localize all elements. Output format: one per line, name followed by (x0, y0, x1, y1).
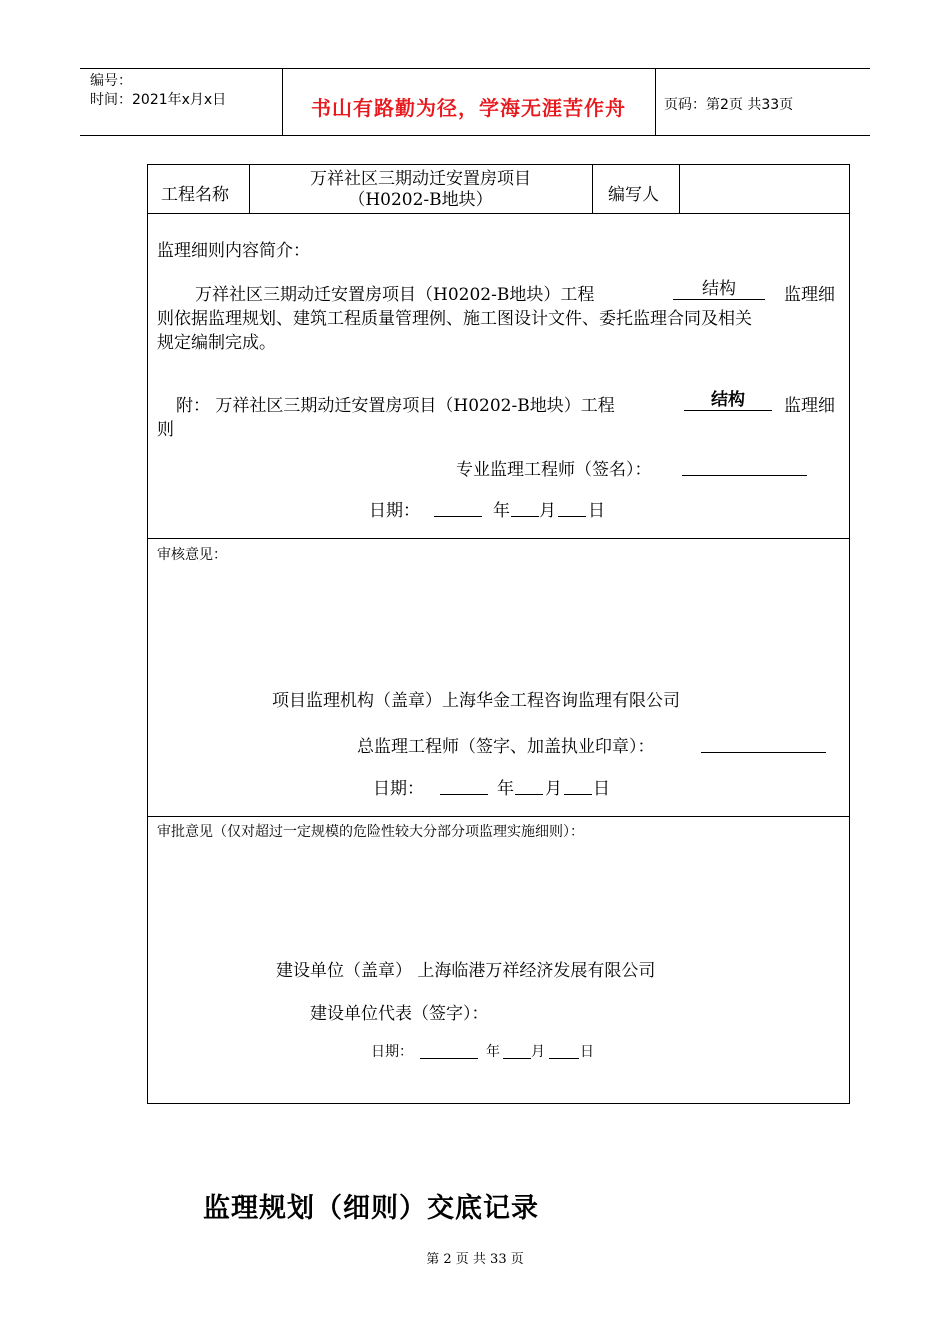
project-name-value (249, 169, 592, 211)
supervision-form-table (147, 164, 850, 1104)
summary-date-month-field[interactable] (511, 496, 539, 517)
project-name-line1: 万祥社区三期动迁安置房项目 (310, 169, 531, 189)
review-date-day-field[interactable] (564, 774, 592, 795)
header-motto: 书山有路勤为径，学海无涯苦作舟 (311, 96, 626, 120)
attachment-line2: 则 (157, 420, 174, 440)
header-divider-right (655, 68, 656, 135)
project-name-line2: （H0202-B地块） (348, 190, 493, 210)
summary-para-line3: 规定编制完成。 (157, 333, 276, 353)
review-date-month-field[interactable] (515, 774, 543, 795)
summary-date-label: 日期： (369, 501, 420, 521)
summary-para-line2: 则依据监理规划、建筑工程质量管理例、施工图设计文件、委托监理合同及相关 (157, 309, 752, 329)
header-top-rule (80, 68, 870, 69)
summary-date-day-field[interactable] (558, 496, 586, 517)
summary-date-year-field[interactable] (434, 496, 482, 517)
attachment-suffix: 监理细 (784, 396, 835, 416)
approval-date-month: 月 (531, 1044, 545, 1060)
chief-engineer-label: 总监理工程师（签字、加盖执业印章）： (357, 737, 655, 757)
approval-date-day: 日 (580, 1044, 594, 1060)
header-page-label: 页码：第2页 共33页 (664, 97, 794, 113)
header-left-block (90, 72, 226, 110)
attachment-blank: 结构 (684, 391, 772, 411)
summary-date-month: 月 (539, 501, 556, 521)
review-date-year: 年 (497, 779, 514, 799)
review-heading: 审核意见： (157, 547, 227, 563)
review-date-year-field[interactable] (440, 774, 488, 795)
header-time-label: 时间：2021年x月x日 (90, 92, 227, 108)
approval-rep-label: 建设单位代表（签字）： (310, 1004, 489, 1024)
chief-engineer-sign-field[interactable] (701, 732, 826, 753)
handover-record-title: 监理规划（细则）交底记录 (203, 1193, 539, 1224)
review-date-day: 日 (593, 779, 610, 799)
summary-para-suffix: 监理细 (784, 285, 835, 305)
review-date-label: 日期： (373, 779, 424, 799)
approval-date-year-field[interactable] (420, 1041, 478, 1059)
approval-unit-line: 建设单位（盖章） 上海临港万祥经济发展有限公司 (276, 961, 656, 981)
summary-date-year: 年 (493, 501, 510, 521)
header-bottom-rule (80, 135, 870, 136)
approval-date-year: 年 (486, 1044, 500, 1060)
review-date-month: 月 (545, 779, 562, 799)
engineer-sign-label: 专业监理工程师（签名）： (456, 460, 652, 480)
engineer-sign-field[interactable] (682, 455, 807, 476)
summary-para-prefix: 万祥社区三期动迁安置房项目（H0202-B地块）工程 (195, 285, 595, 305)
writer-label: 编写人 (608, 185, 659, 205)
approval-heading: 审批意见（仅对超过一定规模的危险性较大分部分项监理实施细则）： (157, 824, 584, 840)
approval-date-label: 日期： (371, 1044, 413, 1060)
summary-heading: 监理细则内容简介： (157, 241, 310, 261)
summary-para-blank: 结构 (673, 280, 765, 300)
row1-bottom-rule (148, 213, 849, 214)
approval-date-month-field[interactable] (503, 1041, 531, 1059)
summary-date-day: 日 (588, 501, 605, 521)
header-number-label: 编号： (90, 73, 132, 89)
summary-bottom-rule (148, 538, 849, 539)
project-name-label: 工程名称 (161, 185, 229, 205)
review-bottom-rule (148, 816, 849, 817)
review-org-line: 项目监理机构（盖章）上海华金工程咨询监理有限公司 (272, 691, 680, 711)
row1-divider-3 (679, 165, 680, 213)
attachment-prefix: 附： 万祥社区三期动迁安置房项目（H0202-B地块）工程 (176, 396, 615, 416)
footer-page-number: 第 2 页 共 33 页 (426, 1252, 524, 1267)
row1-divider-2 (592, 165, 593, 213)
approval-date-day-field[interactable] (549, 1041, 579, 1059)
